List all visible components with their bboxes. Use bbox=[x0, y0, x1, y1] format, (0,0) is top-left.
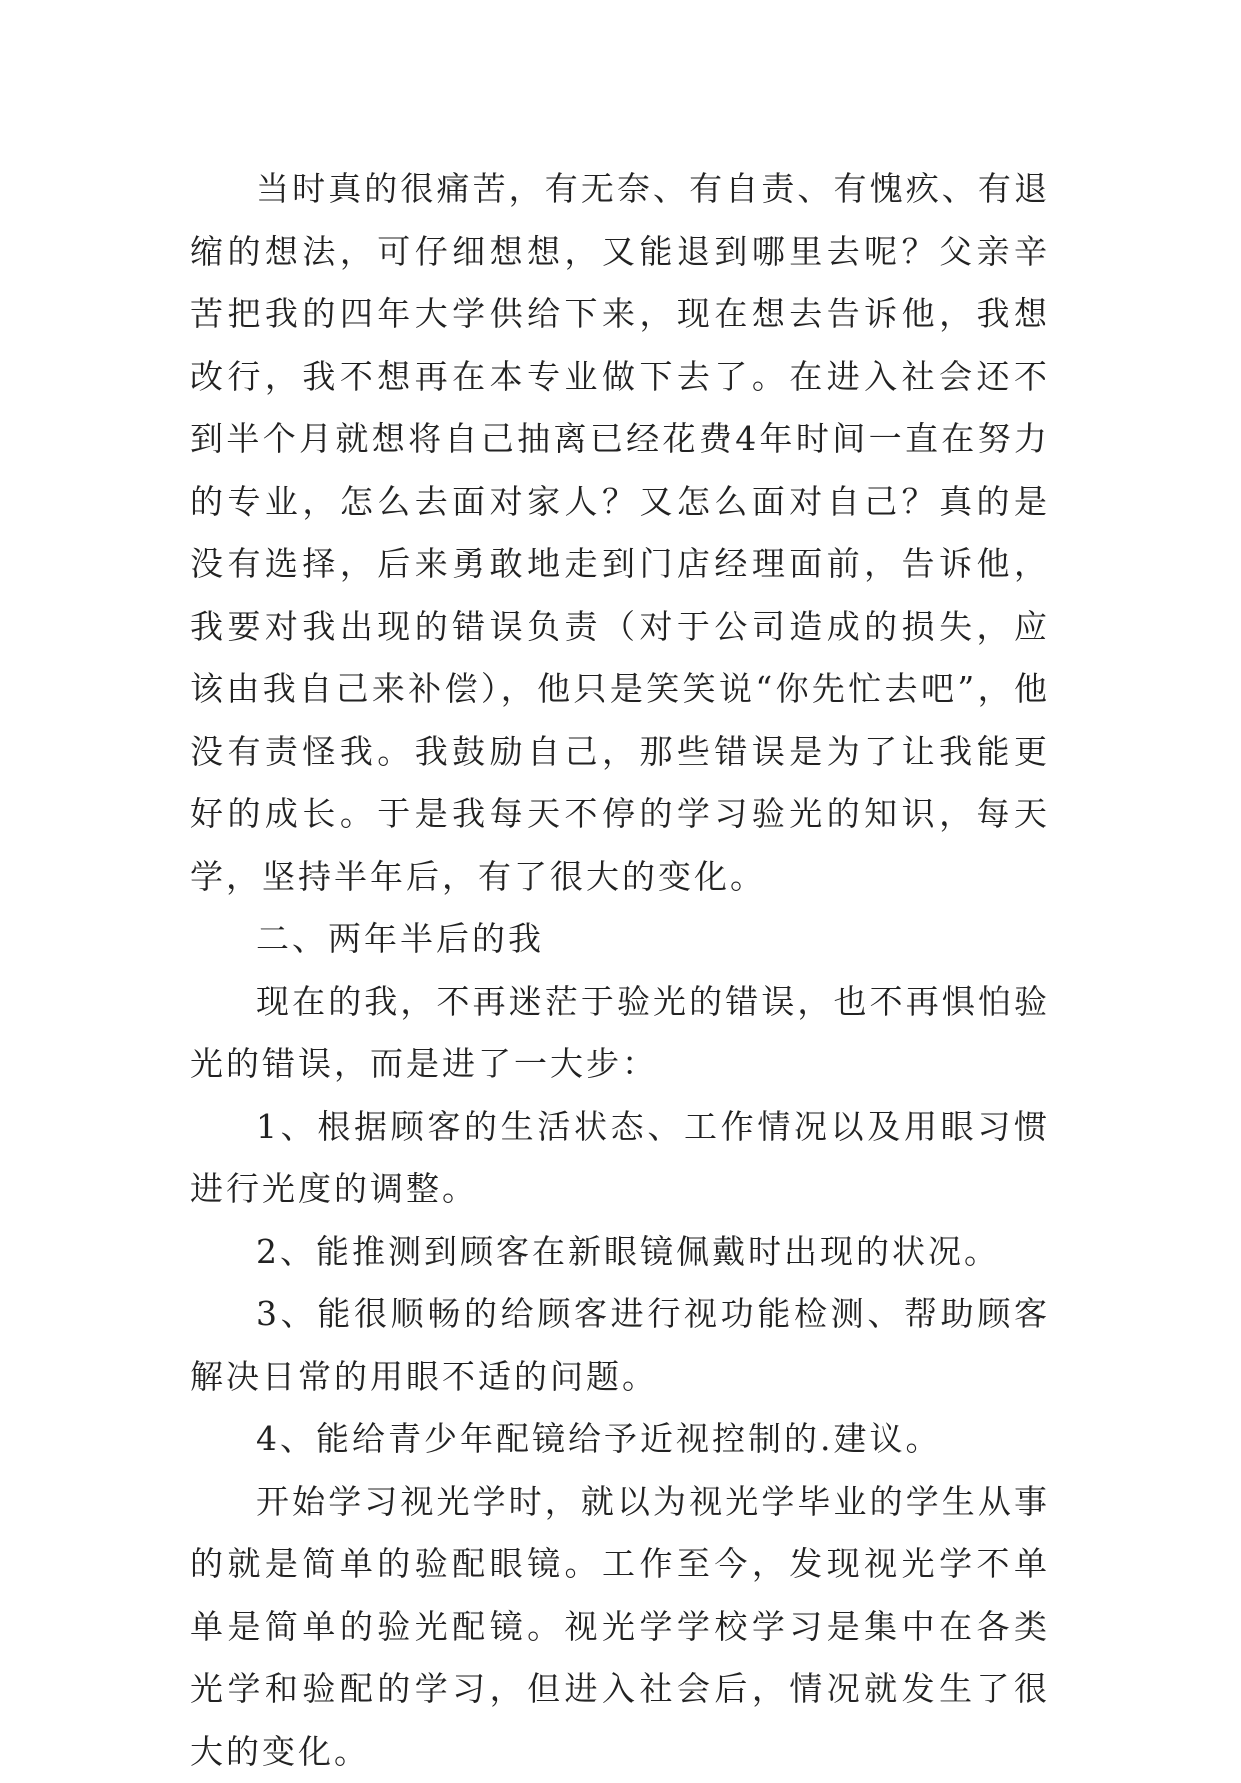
paragraph-reflection: 当时真的很痛苦，有无奈、有自责、有愧疚、有退缩的想法，可仔细想想，又能退到哪里去呢？父亲辛苦把我的四年大学供给下来，现在想去告诉他，我想改行，我不想再在本专业做下去了。在进入社会还不到半个月就想将自己抽离已经花费4年时间一直在努力的专业，怎么去面对家人？又怎么面对自己？真的是没有选择，后来勇敢地走到门店经理面前，告诉他，我要对我出现的错误负责（对于公司造成的损失，应该由我自己来补偿），他只是笑笑说“你先忙去吧”，他没有责怪我。我鼓励自己，那些错误是为了让我能更好的成长。于是我每天不停的学习验光的知识，每天学，坚持半年后，有了很大的变化。 bbox=[190, 158, 1050, 908]
paragraph-conclusion: 开始学习视光学时，就以为视光学毕业的学生从事的就是简单的验配眼镜。工作至今，发现视光学不单单是简单的验光配镜。视光学学校学习是集中在各类光学和验配的学习，但进入社会后，情况就发生了很大的变化。 bbox=[190, 1471, 1050, 1783]
paragraph-current-self: 现在的我，不再迷茫于验光的错误，也不再惧怕验光的错误，而是进了一大步： bbox=[190, 971, 1050, 1096]
list-item-1: 1、根据顾客的生活状态、工作情况以及用眼习惯进行光度的调整。 bbox=[190, 1096, 1050, 1221]
list-item-4: 4、能给青少年配镜给予近视控制的.建议。 bbox=[190, 1408, 1050, 1471]
list-item-3: 3、能很顺畅的给顾客进行视功能检测、帮助顾客解决日常的用眼不适的问题。 bbox=[190, 1283, 1050, 1408]
list-item-2: 2、能推测到顾客在新眼镜佩戴时出现的状况。 bbox=[190, 1221, 1050, 1284]
document-body bbox=[190, 158, 1050, 1783]
section-heading: 二、两年半后的我 bbox=[190, 908, 1050, 971]
